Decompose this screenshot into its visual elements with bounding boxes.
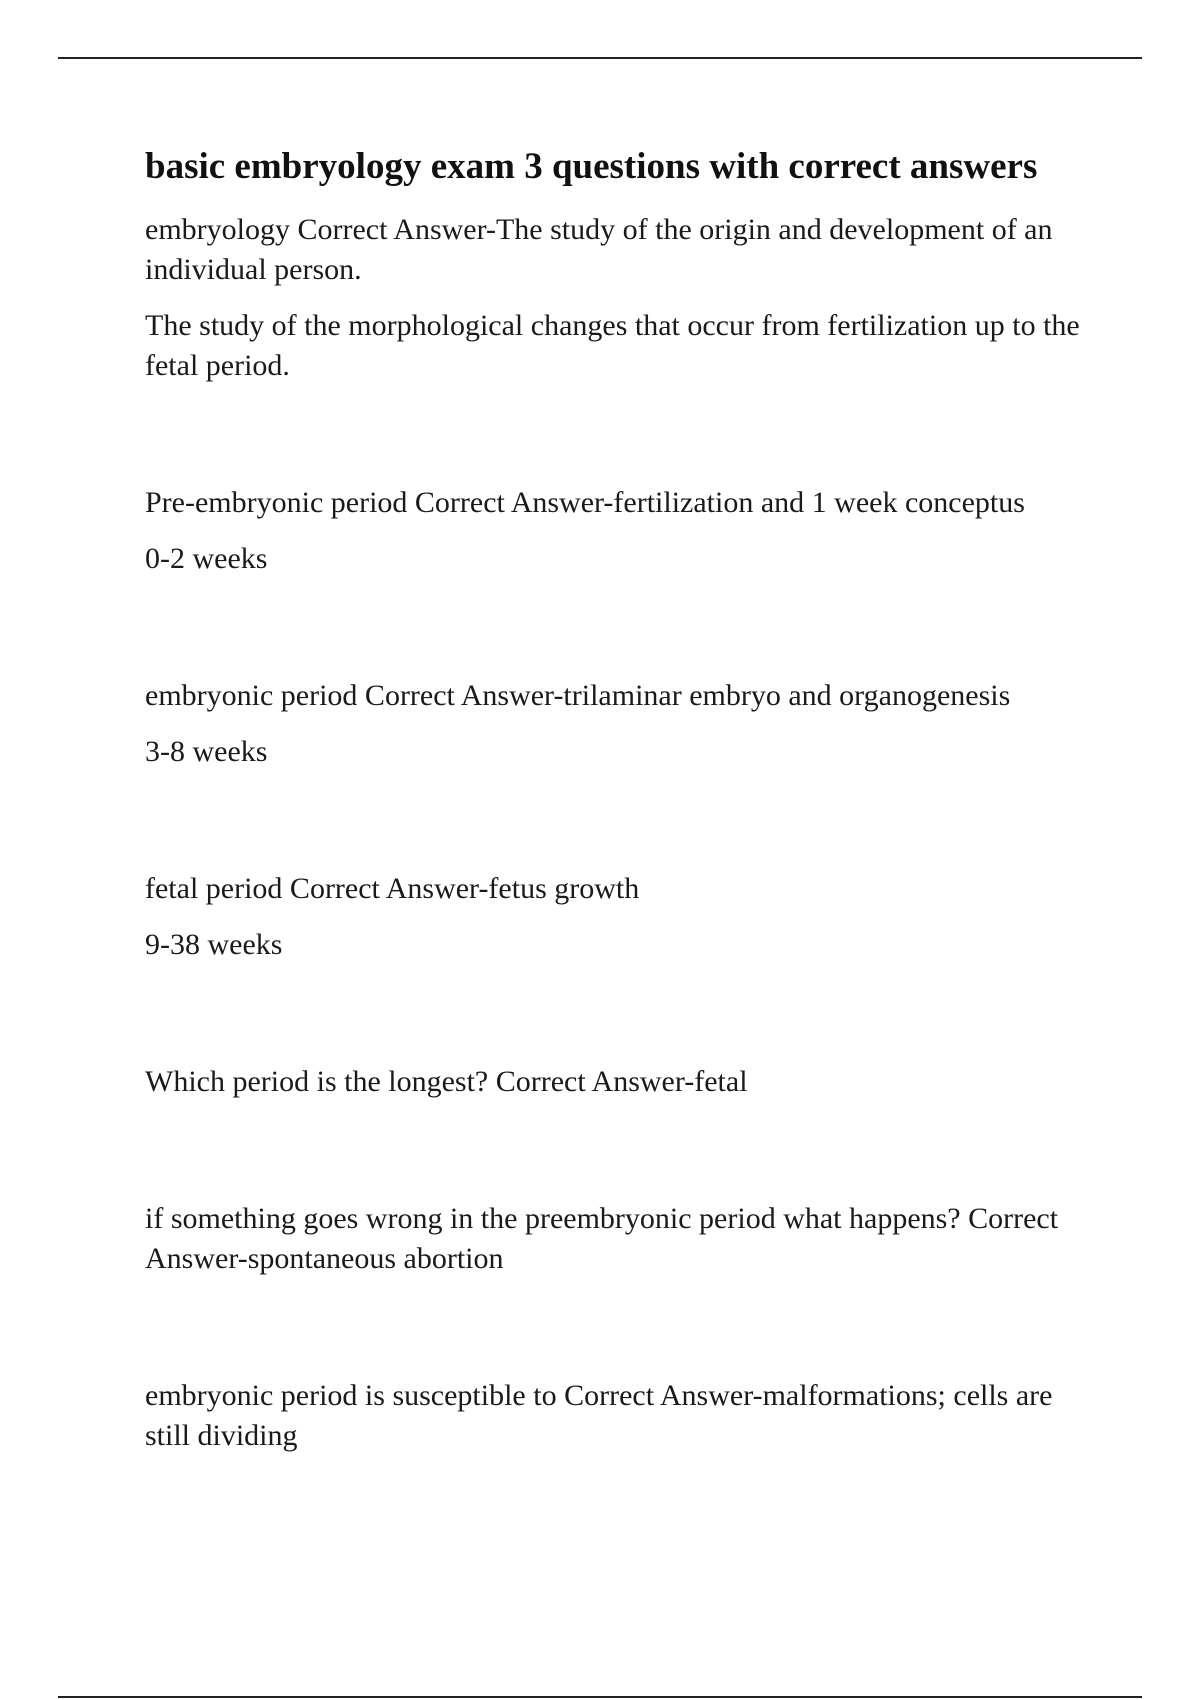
header-rule — [58, 57, 1142, 59]
answer-text: 9-38 weeks — [145, 928, 283, 961]
answer-text: embryonic period is susceptible to Correct Answer-malformations; cells are still dividing — [145, 1379, 1053, 1452]
answer-text: fetal period Correct Answer-fetus growth — [145, 872, 640, 905]
qa-entry — [145, 1199, 1095, 1279]
footer-rule — [58, 1696, 1142, 1698]
answer-text: The study of the morphological changes that occur from fertilization up to the fetal period. — [145, 309, 1080, 382]
answer-text: Which period is the longest? Correct Answer-fetal — [145, 1065, 748, 1098]
answer-text: embryonic period Correct Answer-trilaminar embryo and organogenesis — [145, 679, 1011, 712]
qa-entry — [145, 483, 1095, 579]
answer-text: 0-2 weeks — [145, 542, 268, 575]
qa-entry — [145, 869, 1095, 965]
qa-entry — [145, 676, 1095, 772]
document-body — [145, 142, 1095, 1456]
answer-text: Pre-embryonic period Correct Answer-fertilization and 1 week conceptus — [145, 486, 1025, 519]
qa-entry — [145, 1062, 1095, 1102]
answer-text: embryology Correct Answer-The study of the origin and development of an individual person. — [145, 213, 1053, 286]
page-title: basic embryology exam 3 questions with correct answers — [145, 146, 1038, 187]
qa-entry — [145, 210, 1095, 386]
answer-text: if something goes wrong in the preembryonic period what happens? Correct Answer-spontaneous abortion — [145, 1202, 1059, 1275]
qa-entry — [145, 1376, 1095, 1456]
answer-text: 3-8 weeks — [145, 735, 268, 768]
